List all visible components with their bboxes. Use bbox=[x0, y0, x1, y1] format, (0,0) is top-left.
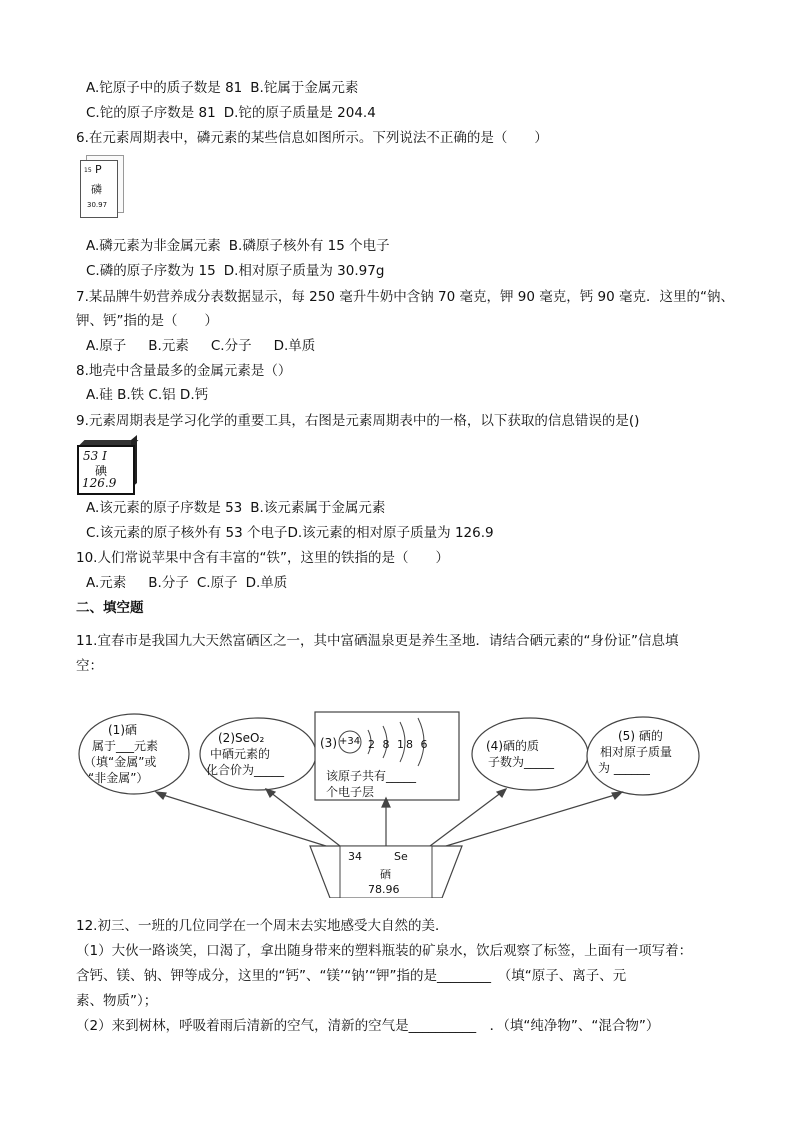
q10-option-b: B.分子 bbox=[148, 575, 189, 591]
q9-options-row-1 bbox=[86, 498, 385, 518]
q10-option-d: D.单质 bbox=[245, 575, 288, 591]
q7-option-d: D.单质 bbox=[273, 338, 316, 354]
phosphorus-symbol: P bbox=[95, 163, 102, 176]
q6-option-c: C.磷的原子序数为 15 bbox=[86, 263, 216, 279]
selenium-diagram bbox=[78, 708, 718, 898]
bubble-2-line-3: 化合价为_____ bbox=[206, 763, 285, 777]
q12-part1-line-2: 含钙、镁、钠、钾等成分，这里的“钙”、“镁’“钠’“钾”指的是________ （填“原子、离子、元 bbox=[76, 968, 627, 984]
q11-stem-line-2: 空： bbox=[76, 658, 103, 674]
bubble-3-line-1: 该原子共有_____ bbox=[326, 769, 417, 783]
bubble-3-line-2: 个电子层 bbox=[326, 785, 375, 799]
selenium-symbol: Se bbox=[394, 850, 408, 863]
q9-option-c: C.该元素的原子核外有 53 个电子 bbox=[86, 525, 288, 541]
atom-shells: 2 8 18 6 bbox=[368, 738, 430, 751]
q7-option-a: A.原子 bbox=[86, 338, 127, 354]
q9-option-b: B.该元素属于金属元素 bbox=[250, 500, 386, 516]
q5-option-b: B.铊属于金属元素 bbox=[250, 80, 359, 96]
q9-option-d: D.该元素的相对原子质量为 126.9 bbox=[287, 525, 494, 541]
q7-options bbox=[86, 336, 315, 356]
bubble-4-line-1: (4)硒的质 bbox=[486, 739, 539, 753]
arrow-head-4 bbox=[497, 789, 506, 797]
phosphorus-element-card bbox=[80, 160, 118, 218]
arrow-line-5 bbox=[446, 794, 618, 846]
q10-option-a: A.元素 bbox=[86, 575, 127, 591]
q10-options bbox=[86, 573, 287, 593]
q12-part1-line-3: 素、物质”）； bbox=[76, 993, 158, 1009]
q11-stem-line-1: 11.宜春市是我国九大天然富硒区之一，其中富硒温泉更是养生圣地．请结合硒元素的“身份证”信息填 bbox=[76, 633, 679, 649]
iodine-mass: 126.9 bbox=[82, 476, 117, 490]
q9-options-row-2 bbox=[86, 523, 494, 543]
selenium-name: 硒 bbox=[380, 868, 391, 881]
q7-option-b: B.元素 bbox=[148, 338, 189, 354]
bubble-4-line-2: 子数为_____ bbox=[488, 755, 555, 769]
section-title: 二、填空题 bbox=[76, 600, 144, 616]
q5-option-a: A.铊原子中的质子数是 81 bbox=[86, 80, 243, 96]
atom-nucleus-charge: +34 bbox=[339, 736, 361, 747]
arrow-head-1 bbox=[156, 792, 166, 799]
q6-option-a: A.磷元素为非金属元素 bbox=[86, 238, 221, 254]
q6-option-b: B.磷原子核外有 15 个电子 bbox=[228, 238, 390, 254]
bubble-1-line-1: (1)硒 bbox=[108, 723, 137, 737]
q5-options-row-2 bbox=[86, 103, 376, 123]
q12-part2: （2）来到树林，呼吸着雨后清新的空气，清新的空气是__________ ．（填“纯净物”、“混合物”） bbox=[76, 1018, 660, 1034]
iodine-name: 碘 bbox=[95, 464, 108, 478]
q5-option-c: C.铊的原子序数是 81 bbox=[86, 105, 216, 121]
phosphorus-number: 15 bbox=[84, 167, 92, 174]
q7-option-c: C.分子 bbox=[210, 338, 252, 354]
q8-stem: 8.地壳中含量最多的金属元素是（） bbox=[76, 363, 292, 379]
bubble-5-line-3: 为 ______ bbox=[598, 761, 650, 775]
q7-stem-line-1: 7.某品牌牛奶营养成分表数据显示，每 250 毫升牛奶中含钠 70 毫克，钾 90 毫克，钙 90 毫克．这里的“钠、 bbox=[76, 289, 735, 305]
bubble-2-line-1: (2)SeO₂ bbox=[218, 731, 265, 745]
q9-option-a: A.该元素的原子序数是 53 bbox=[86, 500, 243, 516]
iodine-number-symbol: 53 I bbox=[83, 449, 107, 463]
bubble-2-line-2: 中硒元素的 bbox=[210, 747, 271, 761]
q10-option-c: C.原子 bbox=[196, 575, 238, 591]
q5-options-row-1 bbox=[86, 78, 358, 98]
phosphorus-name: 磷 bbox=[91, 183, 102, 196]
q10-stem: 10.人们常说苹果中含有丰富的“铁”，这里的铁指的是（ ） bbox=[76, 550, 449, 566]
selenium-number: 34 bbox=[348, 850, 362, 863]
q9-stem: 9.元素周期表是学习化学的重要工具，右图是元素周期表中的一格，以下获取的信息错误的是() bbox=[76, 413, 640, 429]
q6-option-d: D.相对原子质量为 30.97g bbox=[223, 263, 385, 279]
phosphorus-mass: 30.97 bbox=[87, 201, 108, 209]
q6-stem: 6.在元素周期表中，磷元素的某些信息如图所示。下列说法不正确的是（ ） bbox=[76, 130, 548, 146]
selenium-mass: 78.96 bbox=[368, 883, 400, 896]
atom-label: (3) bbox=[320, 736, 337, 750]
q6-options-row-2 bbox=[86, 261, 384, 281]
q12-part1-line-1: （1）大伙一路谈笑，口渴了，拿出随身带来的塑料瓶装的矿泉水，饮后观察了标签，上面有一项写着： bbox=[76, 943, 693, 959]
arrow-line-1 bbox=[160, 794, 326, 846]
iodine-element-card bbox=[77, 445, 135, 495]
q5-option-d: D.铊的原子质量是 204.4 bbox=[223, 105, 376, 121]
q6-options-row-1 bbox=[86, 236, 390, 256]
bubble-1-line-3: （填“金属”或 bbox=[84, 755, 157, 769]
bubble-5-line-1: (5) 硒的 bbox=[618, 729, 663, 743]
bubble-1-line-2: 属于___元素 bbox=[92, 739, 159, 753]
arrow-head-5 bbox=[612, 792, 622, 799]
q7-stem-line-2: 钾、钙”指的是（ ） bbox=[76, 313, 218, 329]
q12-stem: 12.初三、一班的几位同学在一个周末去实地感受大自然的美． bbox=[76, 918, 449, 934]
q8-options: A.硅 B.铁 C.铝 D.钙 bbox=[86, 387, 209, 403]
bubble-1-line-4: “非金属”） bbox=[88, 771, 149, 785]
bubble-5-line-2: 相对原子质量 bbox=[600, 745, 673, 759]
arrow-head-2 bbox=[266, 789, 275, 797]
